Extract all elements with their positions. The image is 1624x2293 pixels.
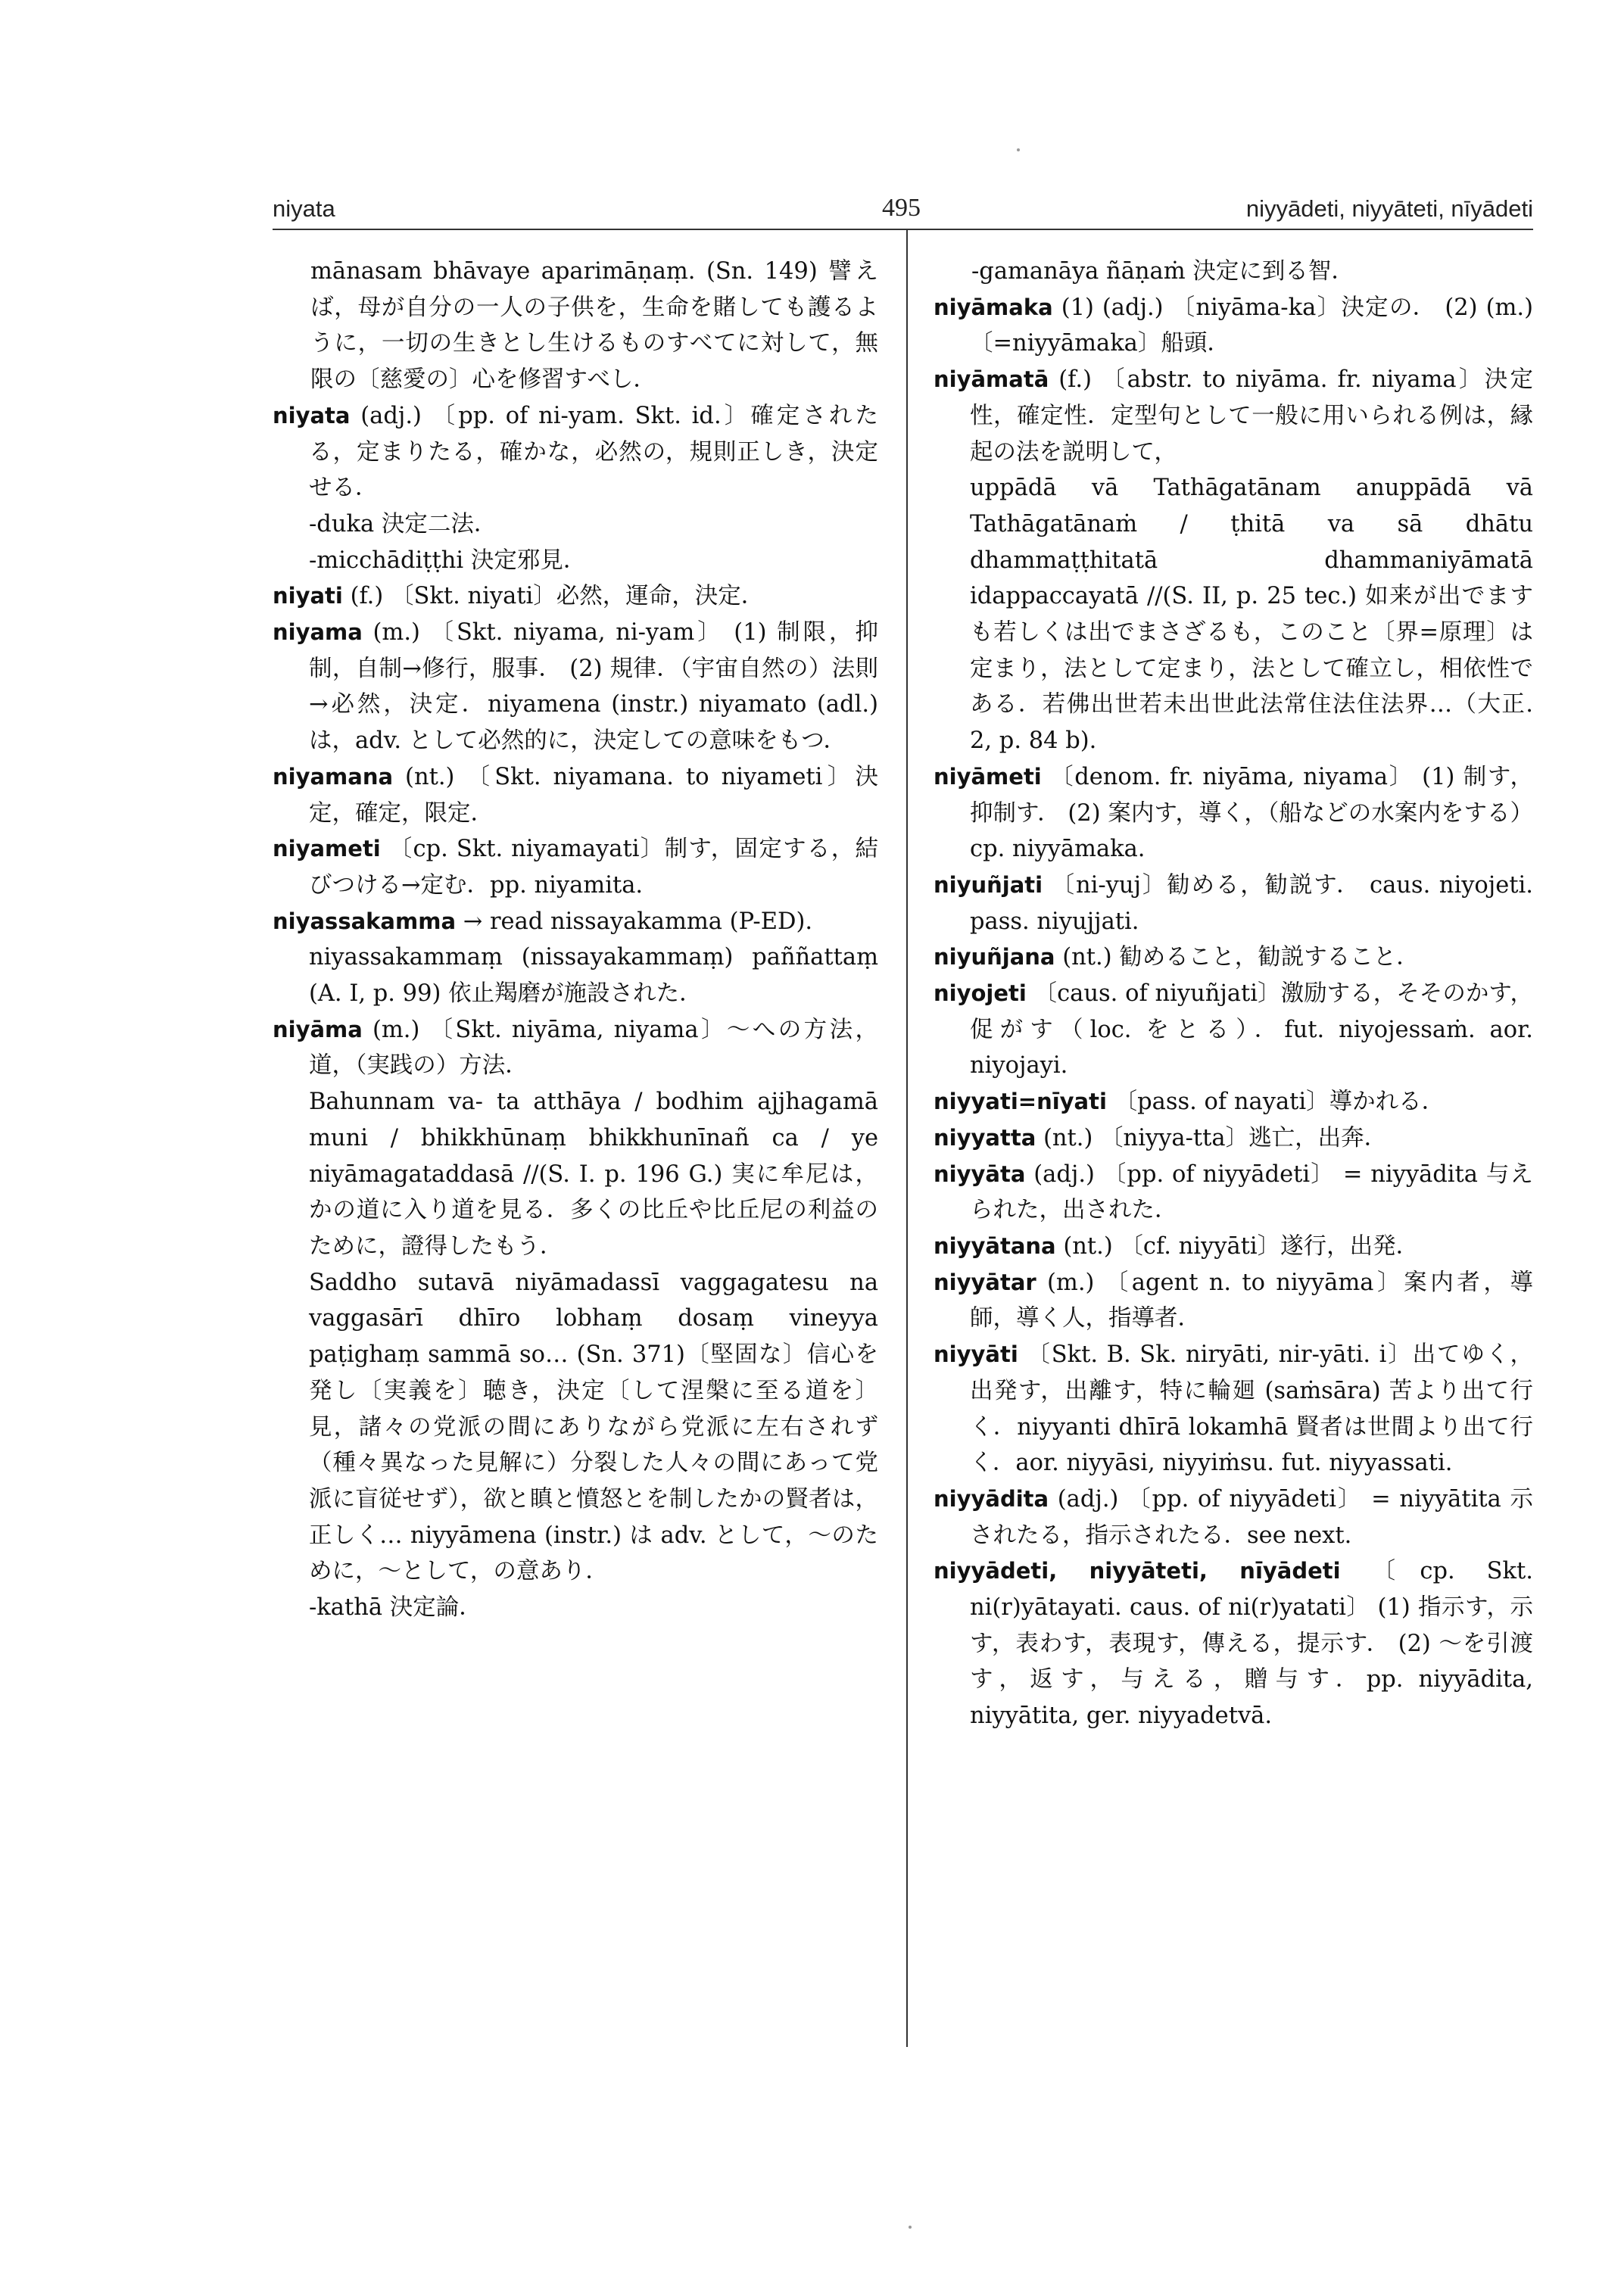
entry-headword: niyāma [273,1016,363,1042]
entry-headword: niyyātar [934,1269,1036,1295]
dictionary-entry [273,615,878,759]
right-column [934,254,1533,1734]
entry-headword: niyyati=nīyati [934,1089,1107,1115]
entry-definition: (m.) 〔agent n. to niyyāma〕案内者，導師，導く人，指導者． [970,1269,1533,1332]
page-number: 495 [882,194,921,222]
entry-headword: niyamana [273,763,394,790]
left-column [273,254,878,1626]
entry-headword: niyyādeti, niyyāteti, nīyādeti [934,1558,1341,1584]
dictionary-entry [273,578,878,615]
entry-definition: 〔cp. Skt. niyamayati〕制す，固定する，結びつける→定む．pp. niyamita. [309,836,878,899]
scan-speck [1017,148,1020,151]
dictionary-entry [934,1337,1533,1481]
dictionary-entry [934,1157,1533,1229]
entry-headword: niyama [273,619,363,646]
entry-continuation: Bahunnam va- ta atthāya / bodhim ajjhagamā muni / bhikkhūnaṃ bhikkhunīnañ ca / ye niyāmagataddasā //(S. I. p. 196 G.) 実に牟尼は，かの道に入り道を見る．多くの比丘や比丘尼の利益のために，證得したもう． [309,1089,878,1260]
entry-definition: (f.) 〔Skt. niyati〕必然，運命，決定． [342,583,765,610]
entry-definition: (nt.) 〔cf. niyyāti〕遂行，出発． [1055,1232,1420,1260]
entry-continuation: -duka 決定二法． [309,510,497,537]
scan-speck [909,2226,912,2229]
entry-definition: (adj.) 〔pp. of ni-yam. Skt. id.〕確定されたる，定まりたる，確かな，必然の，規則正しき，決定せる． [309,402,878,502]
entry-headword: niyyāti [934,1341,1018,1368]
entry-continuation: uppādā vā Tathāgatānam anuppādā vā Tathāgatānaṁ / ṭhitā va sā dhātu dhammaṭṭhitatā dhammaniyāmatā idappaccayatā //(S. II, p. 25 tec.) 如来が出でますも若しくは出でまさざるも，このこと〔界=原理〕は定まり，法として定まり，法として確立し，相依性である．若佛出世若未出世此法常住法住法界…（大正. 2, p. 84 b). [970,475,1533,755]
entry-definition: (adj.) 〔pp. of niyyādeti〕 = niyyātita 示されたる，指示されたる．see next. [970,1485,1533,1549]
entry-headword: niyāmeti [934,763,1042,790]
entry-headword: niyuñjana [934,944,1055,970]
dictionary-entry [934,1120,1533,1157]
entry-headword: niyyāta [934,1161,1026,1187]
entry-definition: (m.) 〔Skt. niyama, ni-yam〕 (1) 制限，抑制，自制→修行，服事． (2) 規律．（宇宙自然の）法則→必然，決定．niyamena (instr.) niyamato (adl.) は，adv. として必然的に，決定しての意味をもつ． [309,619,878,755]
entry-headword: niyāmatā [934,366,1049,393]
dictionary-entry [934,290,1533,362]
entry-definition: (f.) 〔abstr. to niyāma. fr. niyama〕決定性，確定性．定型句として一般に用いられる例は，縁起の法を説明して， [970,366,1533,466]
entry-headword: niyyatta [934,1124,1036,1151]
entry-headword: niyassakamma [273,908,457,934]
entry-definition: (adj.) 〔pp. of niyyādeti〕 = niyyādita 与えられた，出された． [970,1161,1533,1224]
dictionary-entry [934,362,1533,470]
left-guideword: niyata [273,195,335,222]
entry-definition: (m.) 〔Skt. niyāma, niyama〕～への方法，道，（実践の）方法． [309,1016,878,1080]
column-divider [906,230,908,2047]
dictionary-entry [934,1084,1533,1120]
entry-headword: niyyātana [934,1232,1056,1259]
entry-continuation: Saddho sutavā niyāmadassī vaggagatesu na vaggasārī dhīro lobhaṃ dosaṃ vineyya paṭighaṃ sammā so… (Sn. 371)〔堅固な〕信心を発し〔実義を〕聴き，決定〔して涅槃に至る道を〕見，諸々の党派の間にありながら党派に左右されず（種々異なった見解に）分裂した人々の間にあって党派に盲従せず），欲と瞋と憤怒とを制したかの賢者は，正しく… niyyāmena (instr.) は adv. として，～のために，～として，の意あり． [309,1269,878,1585]
entry-headword: niyati [273,583,343,609]
entry-headword: niyojeti [934,980,1027,1007]
entry-headword: niyyādita [934,1485,1049,1512]
entry-continuation: mānasam bhāvaye aparimāṇaṃ. (Sn. 149) 譬えば，母が自分の一人の子供を，生命を賭しても護るように，一切の生きとし生けるものすべてに対して，無限の〔慈愛の〕心を修習すべし． [310,258,878,394]
entry-continuation: -gamanāya ñāṇaṁ 決定に到る智． [971,258,1354,285]
entry-definition: (nt.) 〔Skt. niyamana. to niyameti〕決定，確定，限定． [309,763,878,827]
right-guideword: niyyādeti, niyyāteti, nīyādeti [1245,195,1533,222]
entry-headword: niyuñjati [934,871,1043,898]
dictionary-entry [934,759,1533,868]
dictionary-entry [934,1265,1533,1337]
dictionary-entry [934,939,1533,976]
dictionary-entry [273,398,878,506]
entry-definition: 〔cp. Skt. ni(r)yātayati. caus. of ni(r)yatati〕 (1) 指示す，示す，表わす，表現す，傳える，提示す． (2) ～を引渡す，返す，与える，贈与す．pp. niyyādita, niyyātita, ger. niyyadetvā. [970,1558,1533,1730]
entry-definition: 〔caus. of niyuñjati〕激励する，そそのかす，促がす（loc. をとる）．fut. niyojessaṁ. aor. niyojayi. [970,980,1533,1080]
entry-headword: niyameti [273,836,381,862]
dictionary-entry [273,904,878,940]
entry-continuation: -micchādiṭṭhi 決定邪見． [309,547,587,574]
dictionary-entry [273,831,878,903]
entry-definition: (nt.) 勧めること，勧説すること． [1055,944,1420,971]
entry-continuation: niyassakammaṃ (nissayakammaṃ) paññattaṃ (A. I, p. 99) 依止羯磨が施設された． [309,944,878,1008]
dictionary-entry [273,1012,878,1084]
entry-definition: 〔pass. of nayati〕導かれる． [1106,1089,1445,1116]
entry-continuation: -kathā 決定論． [309,1594,482,1622]
entry-headword: niyāmaka [934,294,1053,320]
dictionary-entry [273,759,878,831]
entry-definition: 〔ni-yuj〕勧める，勧説す． caus. niyojeti. pass. niyujjati. [970,871,1533,935]
running-head [273,195,1533,226]
dictionary-entry [934,976,1533,1084]
dictionary-entry [934,1553,1533,1734]
entry-definition: (nt.) 〔niyya-tta〕逃亡，出奔． [1036,1124,1388,1151]
entry-definition: 〔denom. fr. niyāma, niyama〕 (1) 制す，抑制す． (2) 案内す，導く，（船などの水案内をする）cp. niyyāmaka. [970,763,1533,863]
dictionary-entry [934,868,1533,939]
entry-headword: niyata [273,402,351,428]
dictionary-entry [934,1229,1533,1265]
header-rule [273,229,1533,230]
entry-definition: → read nissayakamma (P-ED). [456,908,813,935]
entry-definition: 〔Skt. B. Sk. niryāti, nir-yāti. i〕出てゆく，出発す，出離す，特に輪廻 (saṁsāra) 苦より出て行く．niyyanti dhīrā lokamhā 賢者は世間より出て行く．aor. niyyāsi, niyyiṁsu. fut. niyyassati. [970,1341,1533,1477]
entry-definition: (1) (adj.) 〔niyāma-ka〕決定の． (2) (m.) 〔=niyyāmaka〕船頭． [970,294,1533,357]
dictionary-entry [934,1481,1533,1553]
